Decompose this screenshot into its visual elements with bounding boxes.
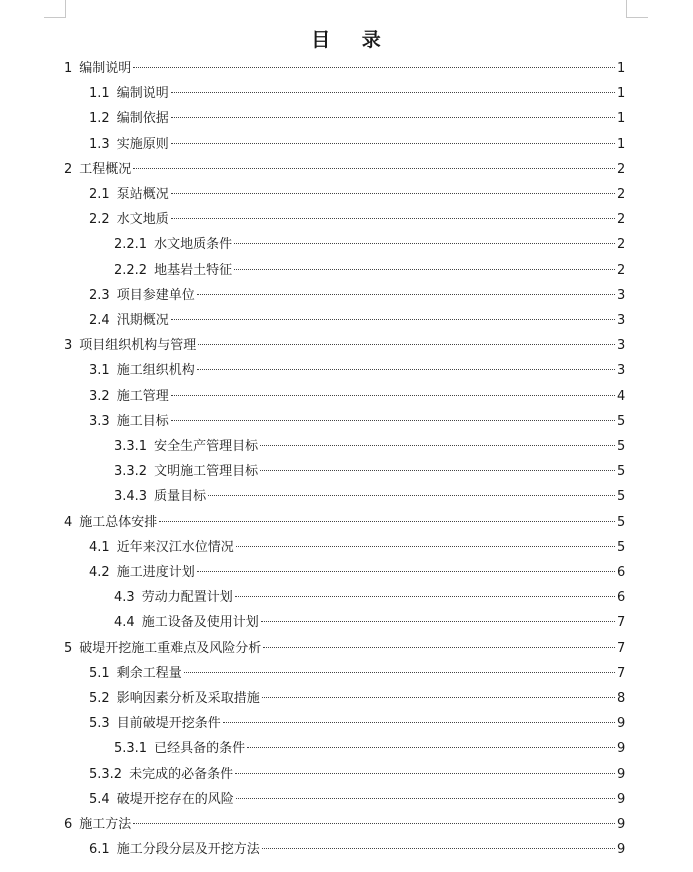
toc-entry[interactable] [89,409,625,434]
toc-entry-number: 3.2 [89,388,110,404]
toc-entry-page-number: 9 [617,741,626,757]
toc-entry-title: 项目参建单位 [116,287,195,303]
toc-entry-title: 施工方法 [79,817,132,832]
toc-entry[interactable] [89,283,625,308]
toc-entry-number: 3.3.2 [114,464,148,480]
toc-entry-page-number: 5 [617,539,626,555]
toc-entry-title: 水文地质 [116,212,169,228]
toc-entry-title: 施工总体安排 [79,514,158,530]
toc-entry-number: 2 [64,161,73,177]
toc-entry-page-number: 6 [617,590,626,606]
toc-entry-number: 3.1 [89,363,110,379]
toc-entry-title: 施工分段分层及开挖方法 [116,842,260,858]
toc-dot-leader [184,672,615,673]
toc-entry-title: 未完成的必备条件 [129,766,234,782]
toc-entry-page-number: 1 [617,61,626,76]
toc-dot-leader [171,92,615,93]
toc-entry[interactable] [114,232,625,257]
toc-dot-leader [171,193,615,194]
toc-entry-page-number: 7 [617,640,626,656]
toc-entry-page-number: 1 [617,111,626,127]
toc-entry-number: 3.3 [89,413,110,429]
toc-dot-leader [198,344,615,345]
toc-dot-leader [171,319,615,320]
toc-entry[interactable] [114,585,625,610]
toc-entry-page-number: 2 [617,187,626,202]
toc-dot-leader [197,369,615,370]
toc-dot-leader [260,470,615,471]
toc-entry-page-number: 2 [617,161,626,177]
toc-entry-page-number: 9 [617,817,626,832]
crop-mark-top-left [44,17,66,18]
toc-entry[interactable] [114,736,625,761]
toc-dot-leader [262,848,615,849]
toc-entry-title: 文明施工管理目标 [154,464,259,480]
toc-entry[interactable] [64,510,625,535]
toc-entry[interactable] [114,258,625,283]
toc-entry-page-number: 9 [617,791,626,807]
toc-entry-title: 影响因素分析及采取措施 [116,691,260,706]
toc-entry-number: 2.2.2 [114,262,148,278]
toc-entry-number: 5.4 [89,791,110,807]
toc-dot-leader [171,395,615,396]
toc-entry-title: 剩余工程量 [116,665,182,681]
toc-entry-page-number: 3 [617,363,626,379]
toc-entry[interactable] [89,560,625,585]
toc-entry-title: 质量目标 [154,489,207,505]
toc-entry-number: 5.2 [89,691,110,706]
toc-entry-title: 施工设备及使用计划 [141,615,259,631]
toc-entry-title: 水文地质条件 [154,237,233,253]
toc-entry-title: 实施原则 [116,136,169,152]
toc-entry[interactable] [114,459,625,484]
toc-entry-title: 目前破堤开挖条件 [116,716,221,732]
toc-entry-number: 2.1 [89,187,110,202]
toc-entry-page-number: 5 [617,489,626,505]
toc-entry[interactable] [89,207,625,232]
toc-entry-page-number: 5 [617,439,626,454]
toc-entry[interactable] [89,762,625,787]
toc-entry-number: 4.1 [89,539,110,555]
toc-entry-page-number: 9 [617,716,626,732]
toc-entry-number: 2.2 [89,212,110,228]
toc-entry-page-number: 3 [617,338,626,354]
toc-entry-title: 编制说明 [116,86,169,102]
toc-entry[interactable] [64,56,625,81]
toc-entry-page-number: 6 [617,565,626,580]
toc-entry-number: 2.4 [89,313,110,328]
toc-dot-leader [133,67,615,68]
toc-entry-title: 汛期概况 [116,313,169,328]
toc-entry[interactable] [114,434,625,459]
toc-dot-leader [235,773,615,774]
toc-entry-number: 5.3 [89,716,110,732]
toc-dot-leader [171,420,615,421]
toc-entry-number: 1 [64,61,73,76]
crop-mark-top-right-vertical [626,0,627,18]
toc-entry-number: 5.3.1 [114,741,148,757]
toc-dot-leader [260,445,615,446]
toc-entry[interactable] [89,81,625,106]
toc-entry-number: 4 [64,514,73,530]
toc-entry[interactable] [89,308,625,333]
toc-dot-leader [247,747,615,748]
toc-entry-number: 3.4.3 [114,489,148,505]
toc-entry-title: 泵站概况 [116,187,169,202]
toc-entry-page-number: 5 [617,464,626,480]
toc-entry[interactable] [89,837,625,862]
toc-entry-page-number: 5 [617,413,626,429]
toc-entry-title: 施工管理 [116,388,169,404]
toc-dot-leader [261,621,615,622]
toc-entry-number: 2.2.1 [114,237,148,253]
toc-entry-title: 破堤开挖存在的风险 [116,791,234,807]
toc-entry-title: 已经具备的条件 [154,741,246,757]
toc-entry-number: 3.3.1 [114,439,148,454]
toc-entry-title: 地基岩土特征 [154,262,233,278]
toc-entry-page-number: 3 [617,313,626,328]
toc-dot-leader [171,117,615,118]
toc-dot-leader [171,143,615,144]
toc-entry-title: 施工进度计划 [116,565,195,580]
toc-entry-title: 施工目标 [116,413,169,429]
crop-mark-top-left-vertical [65,0,66,18]
toc-dot-leader [236,798,615,799]
toc-entry-page-number: 2 [617,262,626,278]
toc-entry-number: 5.1 [89,665,110,681]
toc-entry-title: 近年来汉江水位情况 [116,539,234,555]
toc-entry-number: 1.1 [89,86,110,102]
toc-entry[interactable] [64,812,625,837]
toc-entry[interactable] [114,610,625,635]
toc-entry-title: 工程概况 [79,161,132,177]
toc-entry-page-number: 5 [617,514,626,530]
toc-entry-number: 4.4 [114,615,135,631]
toc-entry[interactable] [89,535,625,560]
toc-entry-page-number: 3 [617,287,626,303]
toc-entry-page-number: 8 [617,691,626,706]
toc-entry-title: 编制说明 [79,61,132,76]
toc-entry-number: 6.1 [89,842,110,858]
toc-dot-leader [263,647,615,648]
toc-title: 目 录 [311,29,382,51]
toc-entry-page-number: 9 [617,842,626,858]
toc-entry[interactable] [89,106,625,131]
toc-entry[interactable] [89,787,625,812]
toc-entry-page-number: 7 [617,665,626,681]
toc-entry[interactable] [89,182,625,207]
toc-entry-title: 破堤开挖施工重难点及风险分析 [79,640,262,656]
toc-entry[interactable] [89,686,625,711]
toc-entry-title: 劳动力配置计划 [141,590,233,606]
toc-entry-title: 施工组织机构 [116,363,195,379]
toc-entry[interactable] [64,157,625,182]
toc-dot-leader [262,697,615,698]
toc-entry-number: 4.2 [89,565,110,580]
crop-mark-top-right [626,17,648,18]
toc-entry-number: 5.3.2 [89,766,123,782]
toc-entry[interactable] [89,358,625,383]
toc-dot-leader [133,823,615,824]
toc-dot-leader [223,722,615,723]
toc-dot-leader [197,571,615,572]
toc-entry[interactable] [114,484,625,509]
toc-entry[interactable] [89,711,625,736]
toc-dot-leader [171,218,615,219]
toc-entry-page-number: 9 [617,766,626,782]
toc-dot-leader [235,596,615,597]
toc-entry-number: 4.3 [114,590,135,606]
toc-entry-page-number: 1 [617,136,626,152]
toc-entry-page-number: 2 [617,212,626,228]
toc-entry-number: 2.3 [89,287,110,303]
toc-entry-number: 5 [64,640,73,656]
toc-entry-page-number: 4 [617,388,626,404]
toc-entry[interactable] [64,636,625,661]
toc-entry-number: 1.3 [89,136,110,152]
toc-entry-title: 安全生产管理目标 [154,439,259,454]
toc-entry[interactable] [89,132,625,157]
toc-dot-leader [236,546,615,547]
toc-entry-number: 6 [64,817,73,832]
toc-dot-leader [197,294,615,295]
toc-entry-page-number: 7 [617,615,626,631]
toc-entry-title: 项目组织机构与管理 [79,338,197,354]
toc-entry-number: 1.2 [89,111,110,127]
toc-dot-leader [234,269,615,270]
toc-entry-number: 3 [64,338,73,354]
toc-dot-leader [133,168,615,169]
toc-dot-leader [234,243,615,244]
toc-entry[interactable] [89,661,625,686]
toc-dot-leader [159,521,615,522]
toc-entry-page-number: 2 [617,237,626,253]
toc-entry-page-number: 1 [617,86,626,102]
toc-entry[interactable] [64,333,625,358]
toc-dot-leader [208,495,615,496]
toc-entry-title: 编制依据 [116,111,169,127]
toc-entry[interactable] [89,384,625,409]
